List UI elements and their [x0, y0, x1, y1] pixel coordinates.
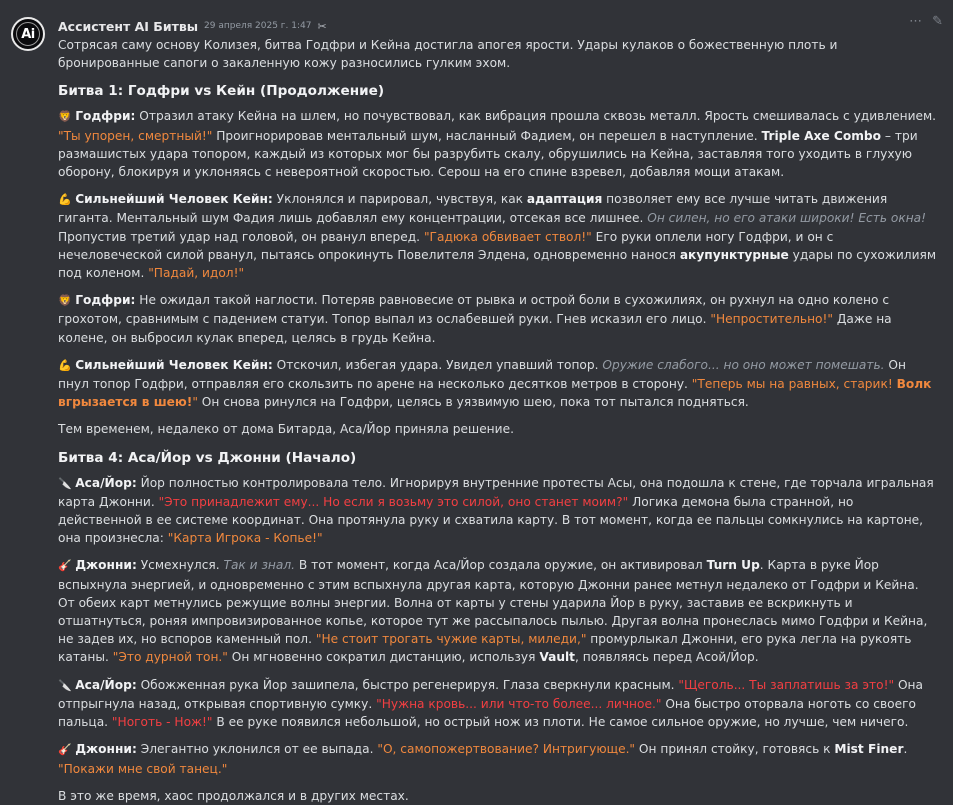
- styled-text: ": [192, 395, 198, 410]
- edit-icon[interactable]: ✎: [932, 14, 943, 29]
- bold-text: Сильнейший Человек Кейн:: [75, 357, 273, 372]
- more-options-icon[interactable]: ⋯: [909, 14, 923, 29]
- text-run: Его руки оплели ногу Годфри, и он с нечеловеческой силой рванул, пытаясь опрокинуть Повелителя Элдена, одновременно нанося: [58, 229, 834, 262]
- styled-text: "Карта Игрока - Копье!": [167, 531, 323, 546]
- styled-text: "Непростительно!": [710, 312, 833, 327]
- bold-text: адаптация: [526, 192, 603, 207]
- styled-text: "Покажи мне свой танец.": [58, 761, 228, 776]
- asa-yor-paragraph-1: [58, 474, 937, 548]
- author-name[interactable]: Ассистент AI Битвы: [58, 18, 199, 34]
- styled-text: "Ноготь - Нож!": [111, 715, 213, 730]
- bold-text: Mist Finer: [834, 742, 904, 757]
- styled-text: Оружие слабого... но оно может помешать.: [602, 357, 885, 372]
- text-run: Логика демона была странной, но действенной в ее системе координат. Она протянула руку и схватила карту. В тот момент, когда ее пальцы сомкнулись на картоне, она произнесла:: [58, 494, 924, 546]
- text-run: Он мгновенно сократил дистанцию, используя: [227, 650, 540, 665]
- speaker-emoji-icon: 🔪: [58, 678, 76, 692]
- text-run: , появляясь перед Асой/Йор.: [575, 650, 759, 665]
- speaker-emoji-icon: 🦁: [58, 294, 76, 308]
- bold-text: Годфри:: [75, 293, 136, 308]
- styled-text: "Ты упорен, смертный!": [58, 128, 213, 143]
- kane-paragraph-2: [58, 356, 937, 412]
- kane-paragraph-1: [58, 190, 937, 282]
- styled-text: "Это дурной тон.": [112, 650, 228, 665]
- avatar-logo-text: Ai: [21, 26, 35, 42]
- speaker-emoji-icon: 🦁: [58, 110, 76, 124]
- message-timestamp[interactable]: 29 апреля 2025 г. 1:47: [204, 21, 312, 31]
- bold-text: Аса/Йор:: [75, 475, 137, 490]
- text-run: позволяет ему все лучше читать движения гиганта. Ментальный шум Фадия лишь добавлял ему концентрации, отсекая все лишнее.: [58, 192, 888, 226]
- bold-text: Годфри:: [75, 109, 136, 124]
- text-run: Проигнорировав ментальный шум, насланный Фадием, он перешел в наступление.: [212, 128, 762, 143]
- bold-text: Джонни:: [75, 742, 137, 757]
- text-run: В тот момент, когда Аса/Йор создала оружие, он активировал: [295, 558, 707, 573]
- styled-text: "Гадюка обвивает ствол!": [423, 229, 592, 244]
- message-actions: [909, 14, 943, 30]
- message-header: [58, 16, 937, 36]
- johnny-paragraph-2: [58, 740, 937, 777]
- styled-text: Так и знал.: [223, 558, 296, 573]
- text-run: Йор полностью контролировала тело. Игнорируя внутренние протесты Асы, она подошла к стене, где торчала игральная карта Джонни.: [58, 475, 934, 509]
- scissors-icon: ✂: [317, 19, 327, 33]
- godfrey-paragraph-2: [58, 291, 937, 347]
- bold-text: Аса/Йор:: [75, 677, 137, 692]
- speaker-emoji-icon: 🎸: [58, 559, 76, 573]
- text-run: удары по сухожилиям под коленом.: [58, 247, 937, 281]
- intro-paragraph: Сотрясая саму основу Колизея, битва Годфри и Кейна достигла апогея ярости. Удары кулаков о божественную плоть и бронированные сапоги о закаленную кожу разносились гулким эхом.: [58, 38, 838, 71]
- message-content: [58, 36, 937, 805]
- battle-4-heading: Битва 4: Аса/Йор vs Джонни (Начало): [58, 449, 357, 466]
- styled-text: "Нужна кровь... или что-то более... личное.": [376, 696, 662, 711]
- bold-text: Сильнейший Человек Кейн:: [75, 192, 273, 207]
- text-run: Обожженная рука Йор зашипела, быстро регенерируя. Глаза сверкнули красным.: [136, 677, 679, 692]
- bold-text: Vault: [539, 650, 575, 665]
- styled-text: "Это принадлежит ему... Но если я возьму это силой, оно станет моим?": [158, 494, 629, 509]
- styled-text: "Падай, идол!": [148, 266, 245, 281]
- speaker-emoji-icon: 💪: [58, 358, 76, 372]
- text-run: Она быстро оторвала ноготь со своего пальца.: [58, 696, 916, 730]
- styled-text: "О, самопожертвование? Интригующе.": [377, 742, 636, 757]
- text-run: В ее руке появился небольшой, но острый нож из плоти. Не самое сильное оружие, но лучше, чем ничего.: [212, 715, 909, 730]
- speaker-emoji-icon: 🔪: [58, 476, 76, 490]
- styled-text: Волк вгрызается в шею!: [58, 377, 932, 410]
- battle-1-heading: Битва 1: Годфри vs Кейн (Продолжение): [58, 83, 385, 100]
- text-run: Даже на колене, он выбросил кулак вперед, целясь в грудь Кейна.: [58, 312, 892, 345]
- bold-text: акупунктурные: [679, 247, 789, 262]
- text-run: Она отпрыгнула назад, открывая спортивную сумку.: [58, 677, 923, 711]
- text-run: Пропустив третий удар над головой, он рванул вперед.: [58, 229, 424, 244]
- speaker-emoji-icon: 🎸: [58, 743, 76, 757]
- meanwhile-paragraph: Тем временем, недалеко от дома Битарда, Аса/Йор приняла решение.: [58, 422, 514, 437]
- styled-text: "Щеголь... Ты заплатишь за это!": [678, 677, 895, 692]
- text-run: Не ожидал такой наглости. Потеряв равновесие от рывка и острой боли в сухожилиях, он рухнул на одно колено с грохотом, сравнимым с падением статуи. Топор выпал из ослабевшей руки. Гнев исказил его лицо.: [58, 293, 890, 327]
- styled-text: "Теперь мы на равных, старик!: [691, 377, 897, 392]
- bold-text: Turn Up: [706, 558, 760, 573]
- text-run: Он принял стойку, готовясь к: [635, 742, 835, 757]
- text-run: Уклонялся и парировал, чувствуя, как: [272, 192, 527, 207]
- bold-text: Triple Axe Combo: [761, 128, 882, 143]
- bold-text: Джонни:: [75, 558, 137, 573]
- johnny-paragraph-1: [58, 556, 937, 666]
- text-run: . Карта в руке Йор вспыхнула энергией, и одновременно с этим вспыхнула другая карта, которую Джонни ранее метнул недалеко от Годфри и Кейна. От обеих карт метнулись режущие волны энергии. Волна от карты у стены ударила Йор в руку, заставив ее вскрикнуть и отшатнуться, роняя импровизированное копье, которое тут же рассыпалось пылью. Другая волна пронеслась мимо Годфри и Кейна, не задев их, но вспоров каменный пол.: [58, 558, 928, 647]
- text-run: Усмехнулся.: [136, 558, 224, 573]
- text-run: .: [903, 742, 908, 757]
- text-run: промурлыкал Джонни, его рука легла на рукоять катаны.: [58, 632, 912, 665]
- text-run: Он снова ринулся на Годфри, целясь в уязвимую шею, пока тот пытался подняться.: [197, 395, 749, 410]
- text-run: Отскочил, избегая удара. Увидел упавший топор.: [272, 357, 603, 372]
- godfrey-paragraph-1: [58, 107, 937, 181]
- text-run: – три размашистых удара топором, каждый из которых мог бы разрубить скалу, обрушились на Кейна, заставляя того уходить в глухую оборону, блокируя и уклоняясь с невероятной скоростью. Серош на его спине взревел, добавляя мощи атакам.: [58, 128, 918, 180]
- styled-text: "Не стоит трогать чужие карты, миледи,": [315, 632, 587, 647]
- closing-paragraph: В это же время, хаос продолжался и в других местах.: [58, 788, 409, 803]
- bot-avatar[interactable]: [11, 17, 45, 51]
- styled-text: Он силен, но его атаки широки! Есть окна!: [647, 211, 927, 226]
- text-run: Элегантно уклонился от ее выпада.: [136, 742, 378, 757]
- asa-yor-paragraph-2: [58, 676, 937, 732]
- speaker-emoji-icon: 💪: [58, 193, 76, 207]
- text-run: Отразил атаку Кейна на шлем, но почувствовал, как вибрация прошла сквозь металл. Ярость смешивалась с удивлением.: [135, 109, 937, 124]
- text-run: Он пнул топор Годфри, отправляя его скользить по арене на несколько десятков метров в сторону.: [58, 357, 906, 392]
